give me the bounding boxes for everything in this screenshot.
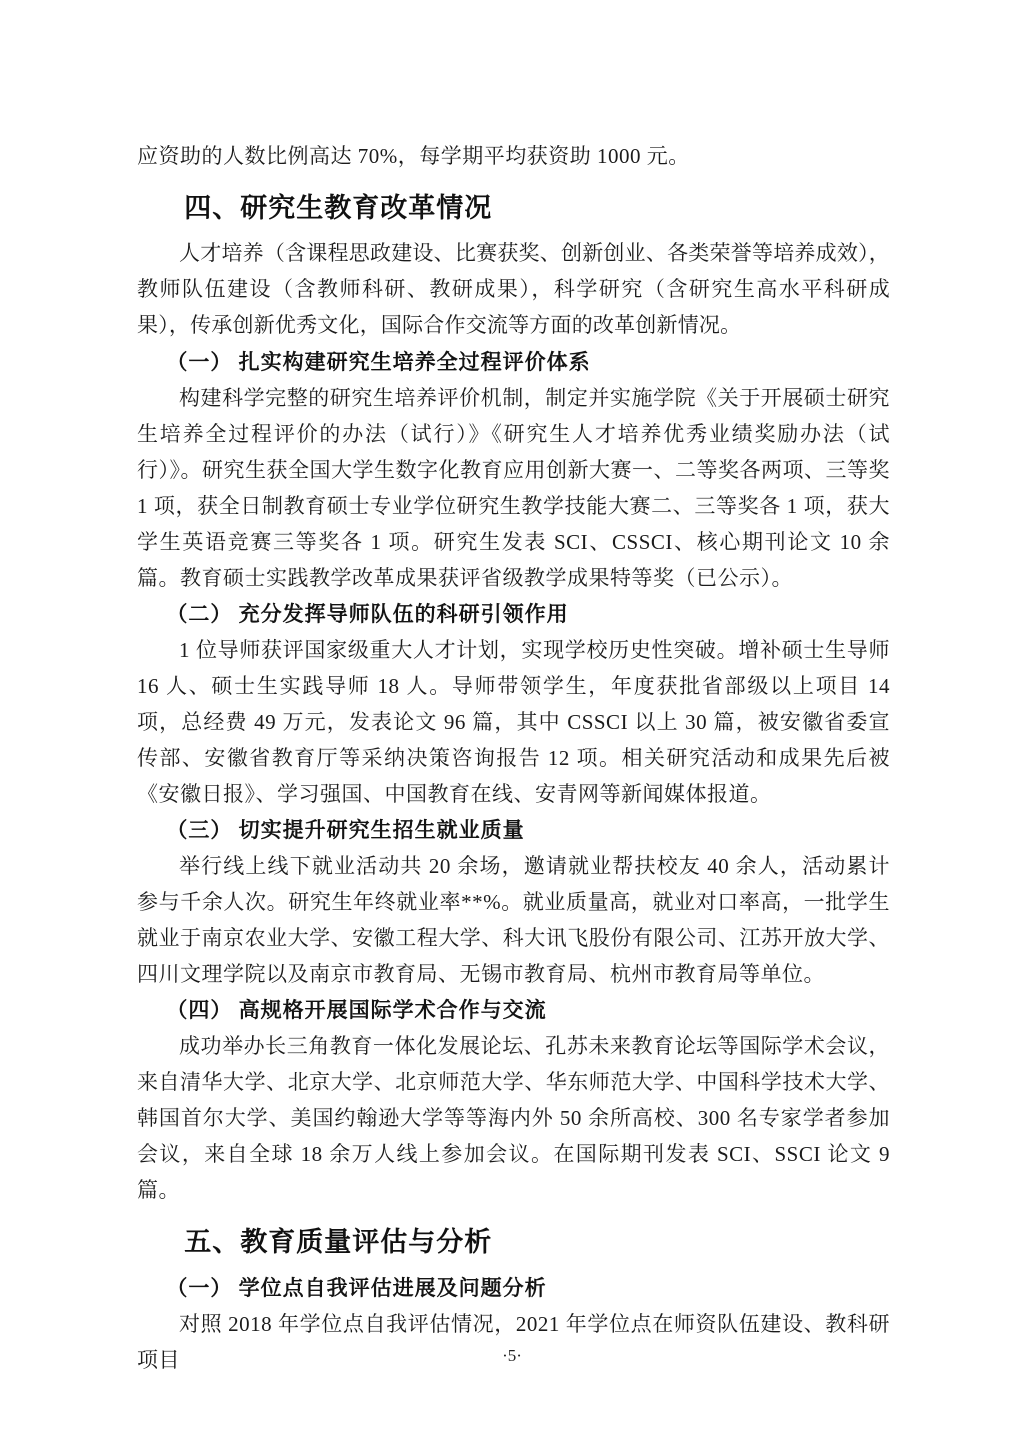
document-content bbox=[137, 138, 890, 1378]
page-number: ·5· bbox=[502, 1346, 522, 1365]
heading-section-5: 五、教育质量评估与分析 bbox=[184, 1227, 493, 1257]
paragraph-4-4-international-exchange: 成功举办长三角教育一体化发展论坛、孔苏未来教育论坛等国际学术会议，来自清华大学、北京大学、北京师范大学、华东师范大学、中国科学技术大学、韩国首尔大学、美国约翰逊大学等等海内外 50 余所高校、300 名专家学者参加会议，来自全球 18 余万人线上参加会议。在国际期刊发表 SCI、SSCI 论文 9 篇。 bbox=[137, 1034, 890, 1202]
subheading-4-4: （四） 高规格开展国际学术合作与交流 bbox=[166, 998, 547, 1022]
subheading-4-3: （三） 切实提升研究生招生就业质量 bbox=[166, 818, 525, 842]
paragraph-4-3-employment-quality: 举行线上线下就业活动共 20 余场，邀请就业帮扶校友 40 余人，活动累计参与千余人次。研究生年终就业率**%。就业质量高，就业对口率高，一批学生就业于南京农业大学、安徽工程大学、科大讯飞股份有限公司、江苏开放大学、四川文理学院以及南京市教育局、无锡市教育局、杭州市教育局等单位。 bbox=[137, 854, 890, 986]
subheading-4-1: （一） 扎实构建研究生培养全过程评价体系 bbox=[166, 350, 591, 374]
subheading-4-2: （二） 充分发挥导师队伍的科研引领作用 bbox=[166, 602, 569, 626]
subheading-5-1: （一） 学位点自我评估进展及问题分析 bbox=[166, 1276, 547, 1300]
heading-section-4: 四、研究生教育改革情况 bbox=[184, 193, 493, 223]
paragraph-funding-continuation: 应资助的人数比例高达 70%，每学期平均获资助 1000 元。 bbox=[137, 144, 690, 168]
paragraph-4-2-supervisor-research: 1 位导师获评国家级重大人才计划，实现学校历史性突破。增补硕士生导师 16 人、硕士生实践导师 18 人。导师带领学生，年度获批省部级以上项目 14 项，总经费 49 万元，发表论文 96 篇，其中 CSSCI 以上 30 篇，被安徽省委宣传部、安徽省教育厅等采纳决策咨询报告 12 项。相关研究活动和成果先后被《安徽日报》、学习强国、中国教育在线、安青网等新闻媒体报道。 bbox=[137, 638, 890, 806]
paragraph-5-1-self-evaluation: 对照 2018 年学位点自我评估情况，2021 年学位点在师资队伍建设、教科研项目 bbox=[137, 1312, 890, 1372]
paragraph-4-1-evaluation-system: 构建科学完整的研究生培养评价机制，制定并实施学院《关于开展硕士研究生培养全过程评价的办法（试行）》《研究生人才培养优秀业绩奖励办法（试行）》。研究生获全国大学生数字化教育应用创新大赛一、二等奖各两项、三等奖 1 项，获全日制教育硕士专业学位研究生教学技能大赛二、三等奖各 1 项，获大学生英语竞赛三等奖各 1 项。研究生发表 SCI、CSSCI、核心期刊论文 10 余篇。教育硕士实践教学改革成果获评省级教学成果特等奖（已公示）。 bbox=[137, 386, 890, 590]
section-4-intro-paragraph: 人才培养（含课程思政建设、比赛获奖、创新创业、各类荣誉等培养成效），教师队伍建设（含教师科研、教研成果），科学研究（含研究生高水平科研成果），传承创新优秀文化，国际合作交流等方面的改革创新情况。 bbox=[137, 242, 890, 337]
